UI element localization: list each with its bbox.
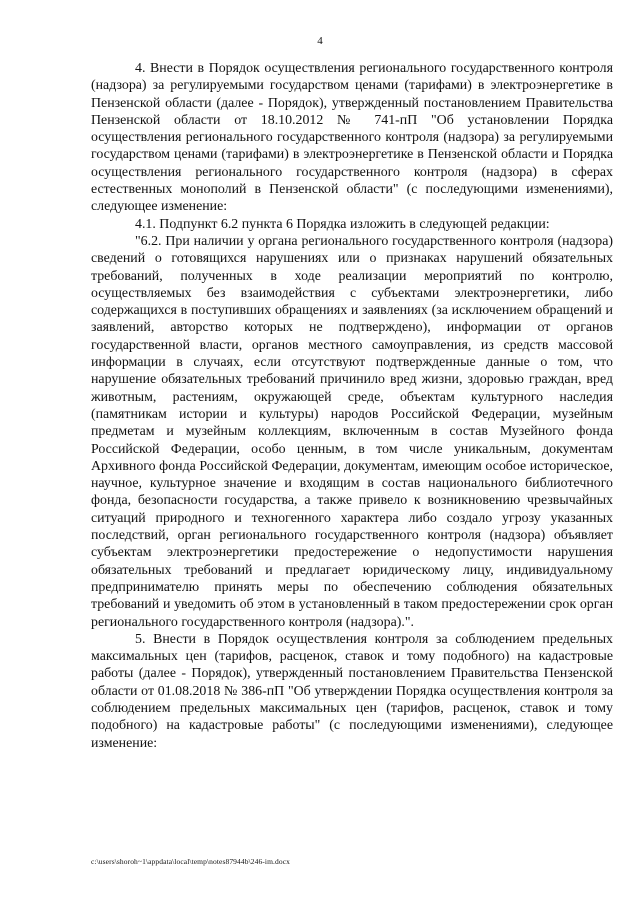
footer-file-path: c:\users\shoroh~1\appdata\local\temp\notes87944b\246-im.docx xyxy=(91,857,290,866)
paragraph-item-4: 4. Внести в Порядок осуществления регионального государственного контроля (надзора) за регулируемыми государством ценами (тарифами) в электроэнергетике в Пензенской области (далее - Порядок), утвержденный постановлением Правительства Пензенской области от 18.10.2012 № 741-пП "Об установлении Порядка осуществления регионального государственного контроля (надзора) за регулируемыми государством ценами (тарифами) в электроэнергетике в Пензенской области и Порядка осуществления регионального государственного контроля (надзора) в сферах естественных монополий в Пензенской области" (с последующими изменениями), следующее изменение: xyxy=(91,61,613,215)
paragraph-quoted-6-2: "6.2. При наличии у органа регионального государственного контроля (надзора) сведений о готовящихся нарушениях или о признаках нарушений обязательных требований, полученных в ходе реализации мероприятий по контролю, осуществляемых без взаимодействия с субъектами электроэнергетики, либо содержащихся в поступивших обращениях и заявлениях (за исключением обращений и заявлений, авторство которых не подтверждено), информации от органов государственной власти, органов местного самоуправления, из средств массовой информации в случаях, если отсутствуют подтвержденные данные о том, что нарушение обязательных требований причинило вред жизни, здоровью граждан, вред животным, растениям, окружающей среде, объектам культурного наследия (памятникам истории и культуры) народов Российской Федерации, музейным предметам и музейным коллекциям, включенным в состав Музейного фонда Российской Федерации, особо ценным, в том числе уникальным, документам Архивного фонда Российской Федерации, документам, имеющим особое историческое, научное, культурное значение и входящим в состав национального библиотечного фонда, безопасности государства, а также привело к возникновению чрезвычайных ситуаций природного и техногенного характера либо создало угрозу указанных последствий, орган регионального государственного контроля (надзора) объявляет субъектам электроэнергетики предостережение о недопустимости нарушения обязательных требований и предлагает юридическому лицу, индивидуальному предпринимателю принять меры по обеспечению соблюдения обязательных требований и уведомить об этом в установленный в таком предостережении срок орган регионального государственного контроля (надзора).". xyxy=(91,233,613,630)
paragraph-item-5: 5. Внести в Порядок осуществления контроля за соблюдением предельных максимальных цен (тарифов, расценок, ставок и тому подобного) на кадастровые работы (далее - Порядок), утвержденный постановлением Правительства Пензенской области от 01.08.2018 № 386-пП "Об утверждении Порядка осуществления контроля за соблюдением предельных максимальных цен (тарифов, расценок, ставок и тому подобного) на кадастровые работы" (с последующими изменениями), следующее изменение: xyxy=(91,631,613,751)
document-body xyxy=(91,60,613,752)
page-number: 4 xyxy=(317,35,323,47)
paragraph-subitem-4-1: 4.1. Подпункт 6.2 пункта 6 Порядка изложить в следующей редакции: xyxy=(135,216,550,232)
